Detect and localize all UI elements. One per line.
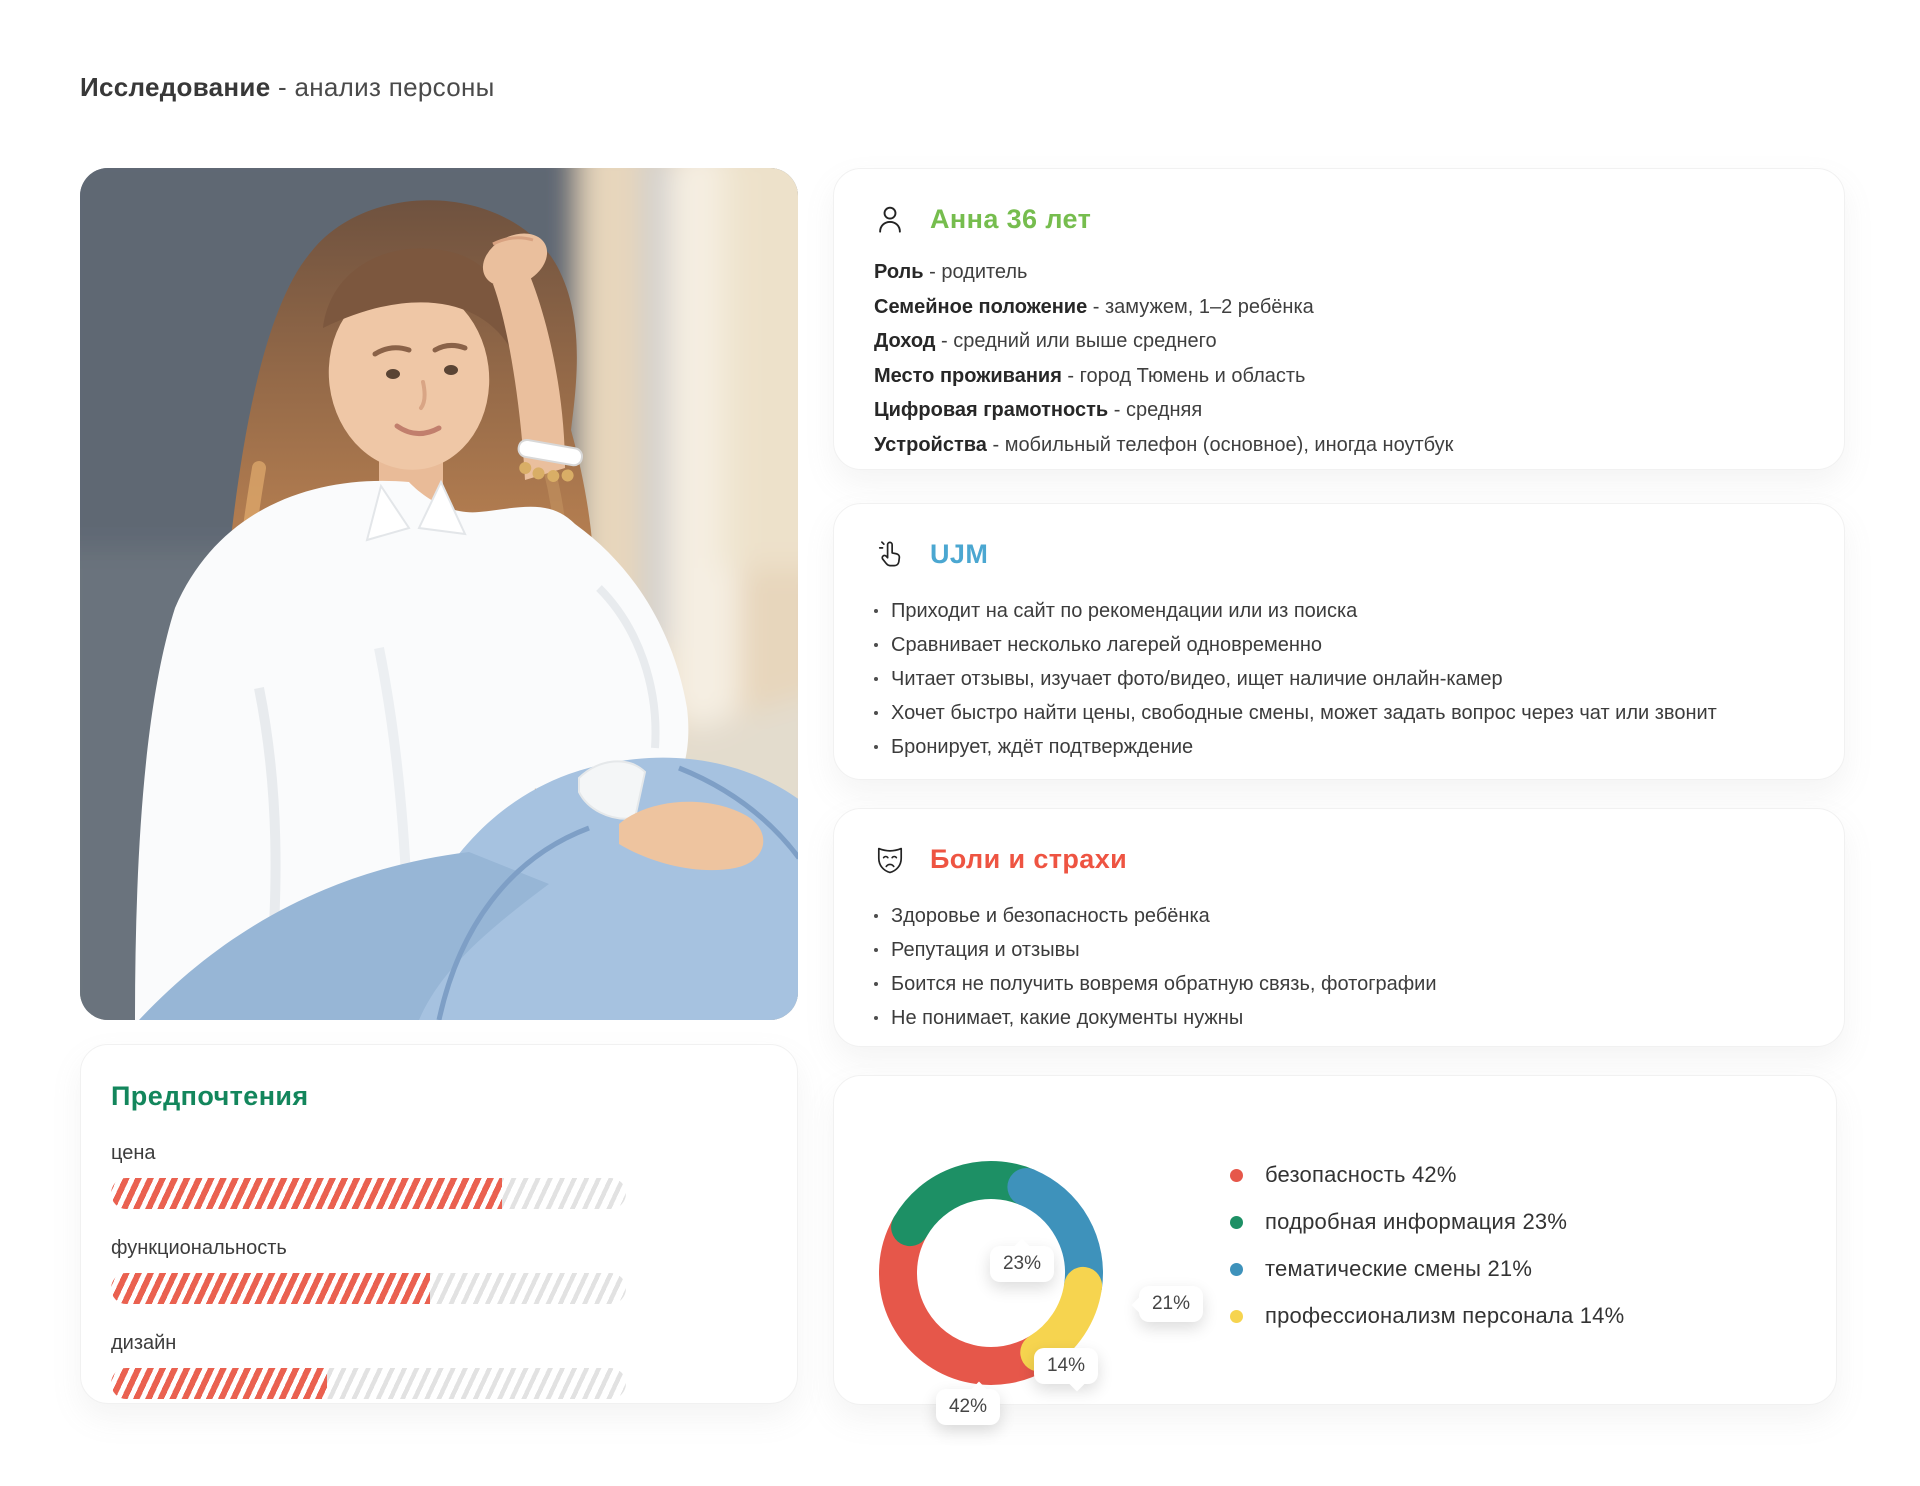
fact-separator: - [1108, 399, 1126, 421]
bullet-icon [874, 948, 878, 952]
bullet-icon [874, 711, 878, 715]
tap-pointer-icon [874, 538, 906, 570]
donut-callout: 21% [1139, 1286, 1203, 1322]
ujm-card-title: UJM [930, 538, 989, 569]
bar-label: цена [111, 1142, 156, 1164]
legend-dot-icon [1230, 1216, 1243, 1229]
legend-item [1230, 1209, 1624, 1235]
list-item [874, 899, 1804, 933]
bar-fill [111, 1368, 327, 1399]
legend-dot-icon [1230, 1169, 1243, 1182]
donut-callout: 23% [990, 1246, 1054, 1282]
fact-separator: - [986, 433, 1005, 456]
list-item [874, 696, 1804, 730]
preferences-card [80, 1044, 798, 1404]
persona-card-title: Анна 36 лет [930, 203, 1092, 234]
list-item-text: Не понимает, какие документы нужны [891, 1007, 1244, 1029]
fact-row [874, 324, 1804, 359]
fact-separator: - [1061, 364, 1080, 387]
ujm-list [874, 594, 1804, 764]
legend-item [1230, 1303, 1624, 1329]
pains-list [874, 899, 1804, 1035]
fact-row [874, 359, 1804, 394]
legend-dot-icon [1230, 1310, 1243, 1323]
bar-track [111, 1178, 626, 1209]
persona-facts [874, 255, 1804, 462]
list-item-text: Хочет быстро найти цены, свободные смены, может задать вопрос через чат или звонит [891, 702, 1717, 724]
preferences-card-title: Предпочтения [111, 1081, 309, 1111]
bullet-icon [874, 643, 878, 647]
persona-photo-illustration [80, 168, 798, 1020]
legend-label: тематические смены 21% [1265, 1256, 1533, 1281]
bar-fill [111, 1273, 430, 1304]
fact-label: Устройства [874, 433, 987, 456]
persona-card-header [874, 203, 1804, 235]
bar-track [111, 1368, 626, 1399]
list-item [874, 730, 1804, 764]
bullet-icon [874, 609, 878, 613]
donut-callout: 14% [1034, 1348, 1098, 1384]
list-item [874, 967, 1804, 1001]
fact-label: Семейное положение [874, 295, 1088, 318]
donut-chart-card [833, 1075, 1837, 1417]
bullet-icon [874, 1016, 878, 1020]
bar-track [111, 1273, 626, 1304]
list-item-text: Репутация и отзывы [891, 939, 1080, 961]
pains-card [833, 808, 1845, 1047]
list-item-text: Сравнивает несколько лагерей одновременно [891, 634, 1323, 656]
list-item-text: Боится не получить вовремя обратную связь, фотографии [891, 973, 1437, 995]
fact-label: Цифровая грамотность [874, 399, 1109, 421]
fact-label: Место проживания [874, 364, 1062, 387]
fact-value: замужем, 1–2 ребёнка [1105, 295, 1314, 318]
fact-row [874, 290, 1804, 325]
fact-value: родитель [941, 261, 1028, 283]
fact-separator: - [935, 330, 954, 352]
pains-card-title: Боли и страхи [930, 843, 1128, 874]
page-title-rest: анализ персоны [294, 72, 495, 102]
fact-value: город Тюмень и область [1079, 364, 1306, 387]
chart-legend [1230, 1162, 1624, 1329]
preference-bar-group [111, 1332, 767, 1399]
list-item [874, 628, 1804, 662]
legend-item [1230, 1256, 1624, 1282]
bullet-icon [874, 914, 878, 918]
list-item-text: Приходит на сайт по рекомендации или из поиска [891, 600, 1358, 622]
fact-row [874, 255, 1804, 290]
page-title [80, 70, 495, 104]
list-item [874, 933, 1804, 967]
list-item-text: Бронирует, ждёт подтверждение [891, 736, 1194, 758]
legend-label: безопасность 42% [1265, 1162, 1457, 1187]
bullet-icon [874, 745, 878, 749]
bar-label: функциональность [111, 1237, 287, 1259]
donut-callout: 42% [936, 1389, 1000, 1425]
ujm-card [833, 503, 1845, 780]
bullet-icon [874, 677, 878, 681]
bar-fill [111, 1178, 502, 1209]
page-title-bold: Исследование [80, 72, 271, 102]
bar-label: дизайн [111, 1332, 177, 1354]
fact-separator: - [923, 261, 942, 283]
fact-value: мобильный телефон (основное), иногда ноутбук [1004, 433, 1454, 456]
list-item-text: Здоровье и безопасность ребёнка [891, 905, 1210, 927]
list-item-text: Читает отзывы, изучает фото/видео, ищет наличие онлайн-камер [891, 668, 1503, 690]
legend-item [1230, 1162, 1624, 1188]
person-icon [874, 203, 906, 235]
title-separator: - [270, 72, 295, 102]
list-item [874, 662, 1804, 696]
fact-row [874, 428, 1804, 463]
ujm-card-header [874, 538, 1804, 570]
legend-label: профессионализм персонала 14% [1265, 1303, 1625, 1328]
bullet-icon [874, 982, 878, 986]
fact-row [874, 393, 1804, 428]
fact-label: Роль [874, 261, 924, 283]
persona-photo [80, 168, 798, 1020]
preference-bar-group [111, 1142, 767, 1209]
legend-dot-icon [1230, 1263, 1243, 1276]
fact-value: средний или выше среднего [953, 330, 1217, 352]
persona-summary-card [833, 168, 1845, 470]
legend-label: подробная информация 23% [1265, 1209, 1568, 1234]
preference-bar-group [111, 1237, 767, 1304]
fact-value: средняя [1125, 399, 1203, 421]
fact-separator: - [1087, 295, 1106, 318]
pains-card-header [874, 843, 1804, 875]
list-item [874, 594, 1804, 628]
fact-label: Доход [874, 330, 936, 352]
list-item [874, 1001, 1804, 1035]
sad-mask-icon [874, 843, 906, 875]
